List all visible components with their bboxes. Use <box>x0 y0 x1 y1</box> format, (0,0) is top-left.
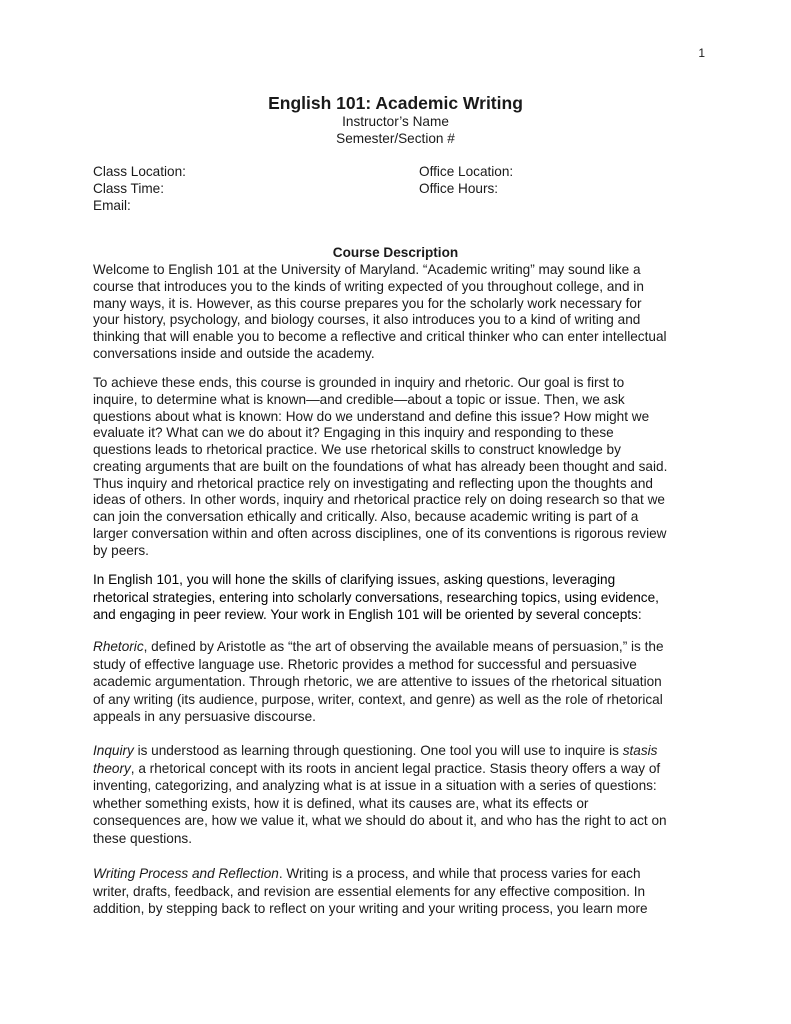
paragraph-line: many ways, it is. However, as this course prepares you for the scholarly work necessary for <box>93 295 642 311</box>
office-hours-label: Office Hours: <box>419 181 499 196</box>
paragraph-line: evaluate it? What can we do about it? Engaging in this inquiry and responding to these <box>93 425 614 441</box>
paragraph-line: these questions. <box>93 830 192 846</box>
paragraph-line: conversations inside and outside the academy. <box>93 345 375 361</box>
paragraph-text: is understood as learning through questioning. One tool you will use to inquire is <box>133 743 623 758</box>
paragraph-line: by peers. <box>93 542 149 558</box>
paragraph-skills <box>93 571 705 624</box>
paragraph-line: inquire, to determine what is known—and credible—about a topic or issue. Then, we ask <box>93 391 625 407</box>
paragraph-line: course that introduces you to the kinds of writing expected of you throughout college, and in <box>93 278 644 294</box>
paragraph-line: of any writing (its audience, purpose, writer, context, and genre) as well as the role of rhetorical <box>93 691 663 707</box>
paragraph-inquiry <box>93 742 705 848</box>
paragraph-welcome <box>93 262 705 363</box>
paragraph-line: Welcome to English 101 at the University of Maryland. “Academic writing” may sound like a <box>93 262 641 277</box>
paragraph-line: rhetorical strategies, entering into scholarly conversations, researching topics, using evidence, <box>93 589 659 605</box>
class-info <box>93 163 186 214</box>
paragraph-line: appeals in any persuasive discourse. <box>93 709 316 725</box>
paragraph-line <box>93 638 705 656</box>
paragraph-line: Thus inquiry and rhetorical practice rely on investigating and reflecting upon the thoughts and <box>93 475 653 491</box>
paragraph-text: , a rhetorical concept with its roots in ancient legal practice. Stasis theory offers a way of <box>130 760 661 776</box>
paragraph-line: inventing, categorizing, and analyzing what is at issue in a situation with a series of questions: <box>93 778 657 794</box>
paragraph-line: questions about what is known: How do we understand and define this issue? How might we <box>93 408 650 424</box>
paragraph-line: consequences are, how we value it, what we should do about it, and who has the right to act on <box>93 813 667 829</box>
term-inquiry: Inquiry <box>93 743 134 758</box>
semester-section: Semester/Section # <box>336 131 455 146</box>
office-info <box>419 163 513 197</box>
paragraph-line <box>93 760 705 778</box>
paragraph-line: thinking that will enable you to become a reflective and critical thinker who can enter intellectual <box>93 329 667 345</box>
class-location-label: Class Location: <box>93 164 186 179</box>
email-label: Email: <box>93 198 131 213</box>
office-location-label: Office Location: <box>419 164 514 179</box>
paragraph-line: ideas of others. In other words, inquiry and rhetorical practice rely on doing research so that we <box>93 492 665 508</box>
paragraph-line: and engaging in peer review. Your work in English 101 will be oriented by several concepts: <box>93 607 642 623</box>
paragraph-line: To achieve these ends, this course is grounded in inquiry and rhetoric. Our goal is first to <box>93 375 625 390</box>
page-title: English 101: Academic Writing <box>268 93 523 113</box>
paragraph-inquiry-rhetoric <box>93 375 705 559</box>
paragraph-line: writer, drafts, feedback, and revision are essential elements for any effective composition. In <box>93 883 646 899</box>
term-rhetoric: Rhetoric <box>93 639 144 654</box>
paragraph-line <box>93 742 705 760</box>
paragraph-line: addition, by stepping back to reflect on your writing and your writing process, you learn more <box>93 901 648 917</box>
paragraph-line: study of effective language use. Rhetoric provides a method for successful and persuasive <box>93 656 637 672</box>
paragraph-line: can join the conversation ethically and critically. Also, because academic writing is part of a <box>93 509 639 524</box>
paragraph-line: whether something exists, how it is defined, what its causes are, what its effects or <box>93 795 589 811</box>
section-heading: Course Description <box>332 245 459 260</box>
paragraph-text: . Writing is a process, and while that process varies for each <box>278 866 641 881</box>
term-theory: theory <box>93 760 131 776</box>
paragraph-text: , defined by Aristotle as “the art of observing the available means of persuasion,” is the <box>143 639 664 654</box>
page-number: 1 <box>698 46 705 60</box>
term-writing-process: Writing Process and Reflection <box>93 866 279 881</box>
paragraph-rhetoric <box>93 638 705 726</box>
paragraph-line: In English 101, you will hone the skills of clarifying issues, asking questions, leveraging <box>93 572 616 587</box>
term-stasis: stasis <box>622 743 658 758</box>
paragraph-line: your history, psychology, and biology courses, it also introduces you to a kind of writing and <box>93 312 641 328</box>
instructor-name: Instructor’s Name <box>342 114 449 129</box>
paragraph-writing-process <box>93 865 705 918</box>
paragraph-line <box>93 865 705 883</box>
paragraph-line: questions leads to rhetorical practice. We use rhetorical skills to construct knowledge by <box>93 442 621 457</box>
paragraph-line: creating arguments that are built on the foundations of what has already been thought and said. <box>93 458 668 474</box>
paragraph-line: larger conversation within and often across disciplines, one of its conventions is rigorous review <box>93 525 667 541</box>
class-time-label: Class Time: <box>93 181 165 196</box>
paragraph-line: academic argumentation. Through rhetoric, we are attentive to issues of the rhetorical situation <box>93 674 662 690</box>
